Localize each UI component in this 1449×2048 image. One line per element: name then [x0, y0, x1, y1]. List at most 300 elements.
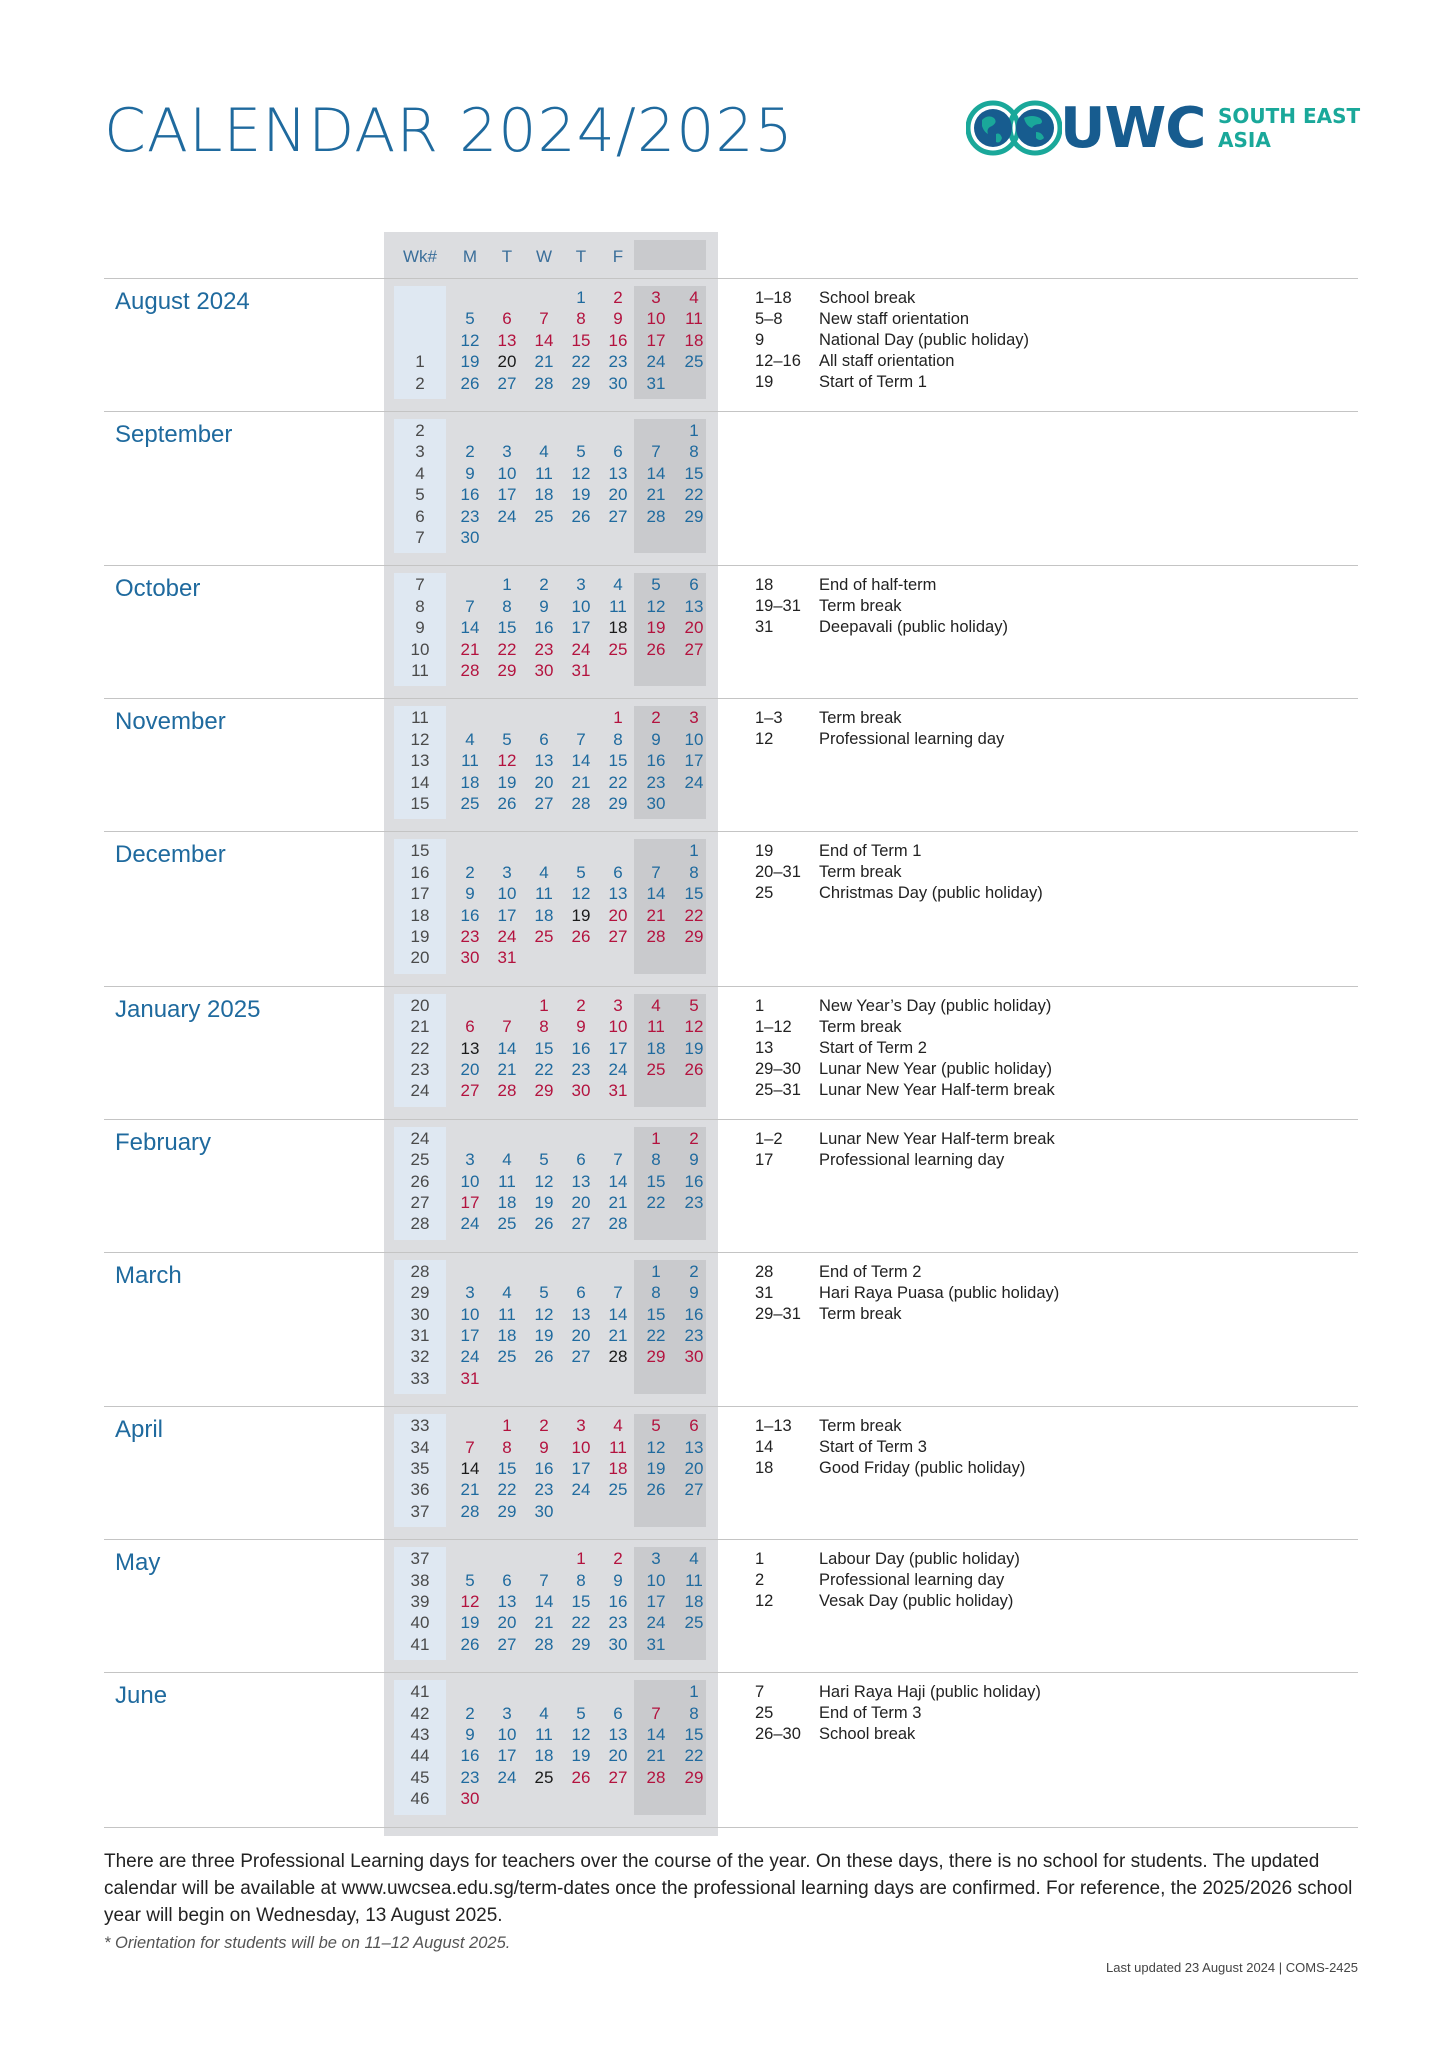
calendar-day: 4: [613, 1416, 623, 1436]
event-item: [755, 1458, 1025, 1479]
calendar-day: 30: [608, 1634, 628, 1654]
calendar-day: 21: [646, 905, 666, 925]
calendar-day: 23: [684, 1193, 704, 1212]
calendar-day: 1: [689, 841, 699, 861]
week-row: [0, 288, 760, 309]
event-date: 25–31: [755, 1080, 801, 1099]
calendar-day: 16: [460, 905, 480, 925]
calendar-day: 29: [497, 1501, 517, 1521]
calendar-day: 21: [646, 1746, 666, 1766]
event-date: 1–12: [755, 1017, 792, 1036]
calendar-day: 12: [571, 884, 591, 904]
event-date: 13: [755, 1038, 774, 1057]
week-row: [0, 1613, 760, 1634]
calendar-day: 26: [646, 639, 666, 659]
week-row: [0, 1283, 760, 1304]
calendar-day: 30: [460, 528, 480, 547]
event-item: [755, 330, 1029, 351]
week-row: [0, 1592, 760, 1613]
week-number: 37: [410, 1501, 430, 1521]
calendar-day: 15: [684, 884, 704, 904]
calendar-day: 10: [460, 1304, 480, 1324]
calendar-day: 23: [684, 1326, 704, 1345]
event-item: [755, 708, 1004, 729]
calendar-day: 27: [684, 639, 704, 659]
week-number: 7: [415, 575, 425, 595]
calendar-day: 29: [497, 661, 517, 680]
event-date: 12: [755, 1592, 774, 1611]
calendar-day: 3: [465, 1283, 475, 1303]
calendar-day: 22: [684, 1746, 704, 1766]
calendar-day: 11: [535, 463, 553, 483]
calendar-day: 24: [646, 352, 666, 372]
calendar-day: 11: [609, 596, 627, 616]
calendar-day: 5: [689, 995, 699, 1015]
month-divider: [104, 1119, 1358, 1120]
calendar-day: 8: [689, 1703, 699, 1723]
calendar-day: 2: [689, 1261, 699, 1281]
calendar-day: 1: [576, 288, 586, 307]
event-text: New Year’s Day (public holiday): [819, 996, 1052, 1015]
month-divider: [104, 831, 1358, 832]
month-divider: [104, 1252, 1358, 1253]
calendar-day: 3: [502, 442, 512, 462]
calendar-day: 20: [571, 1326, 591, 1345]
calendar-day: 26: [646, 1480, 666, 1500]
event-text: All staff orientation: [819, 352, 955, 370]
calendar-day: 4: [689, 288, 699, 307]
event-date: 28: [755, 1262, 774, 1281]
calendar-day: 28: [608, 1214, 628, 1234]
calendar-day: 1: [613, 708, 623, 728]
event-date: 9: [755, 331, 765, 349]
event-text: Vesak Day (public holiday): [819, 1592, 1014, 1611]
event-date: 31: [755, 1283, 774, 1302]
calendar-day: 7: [465, 596, 475, 616]
week-number: 19: [410, 927, 430, 946]
weekend-column-shade: [634, 240, 706, 270]
calendar-day: 6: [689, 575, 699, 595]
event-item: [755, 1038, 1055, 1059]
event-text: Term break: [819, 1417, 902, 1436]
week-row: [0, 1571, 760, 1592]
calendar-day: 7: [651, 862, 661, 882]
week-row: [0, 1746, 760, 1767]
calendar-day: 31: [646, 1634, 666, 1654]
calendar-day: 25: [497, 1347, 517, 1367]
calendar-day: 9: [613, 309, 623, 329]
week-row: [0, 309, 760, 330]
week-number: 2: [415, 373, 425, 393]
week-row: [0, 1369, 760, 1390]
month-name: August 2024: [115, 288, 250, 315]
event-text: Professional learning day: [819, 1571, 1005, 1590]
calendar-day: 24: [497, 1767, 517, 1787]
calendar-day: 4: [539, 1703, 549, 1723]
week-number: 20: [410, 995, 430, 1015]
calendar-day: 13: [684, 1437, 704, 1457]
calendar-day: 23: [460, 506, 480, 526]
calendar-day: 30: [684, 1347, 704, 1367]
calendar-day: 12: [571, 463, 591, 483]
calendar-day: 23: [460, 1767, 480, 1787]
calendar-day: 23: [571, 1060, 591, 1079]
calendar-day: 6: [613, 442, 623, 462]
event-date: 29–31: [755, 1304, 801, 1323]
event-text: Lunar New Year Half-term break: [819, 1129, 1055, 1148]
week-row: [0, 708, 760, 729]
calendar-day: 13: [571, 1171, 591, 1191]
calendar-day: 14: [534, 330, 554, 350]
week-row: [0, 597, 760, 618]
week-row: [0, 528, 760, 549]
calendar-day: 9: [689, 1150, 699, 1170]
calendar-day: 6: [576, 1150, 586, 1170]
calendar-day: 26: [497, 794, 517, 813]
event-date: 17: [755, 1150, 774, 1169]
calendar-day: 28: [571, 794, 591, 813]
calendar-day: 27: [571, 1347, 591, 1367]
event-text: School break: [819, 289, 916, 307]
calendar-day: 25: [608, 1480, 628, 1500]
week-row: [0, 1480, 760, 1501]
week-number: 15: [410, 841, 430, 861]
month-events: [755, 1262, 1059, 1325]
calendar-day: 15: [646, 1304, 666, 1324]
week-row: [0, 464, 760, 485]
calendar-day: 14: [608, 1304, 628, 1324]
event-date: 7: [755, 1683, 765, 1702]
week-row: [0, 1416, 760, 1437]
week-number: 39: [410, 1592, 430, 1611]
weekday-header: W: [535, 247, 553, 266]
week-row: [0, 906, 760, 927]
calendar-day: 28: [534, 1634, 554, 1654]
week-number: 46: [410, 1789, 430, 1809]
calendar-day: 29: [571, 373, 591, 393]
calendar-day: 1: [651, 1261, 661, 1281]
calendar-day: 25: [497, 1214, 517, 1234]
month-events: [755, 708, 1004, 750]
calendar-day: 2: [539, 1416, 549, 1436]
week-number: 15: [410, 794, 430, 813]
event-text: Term break: [819, 863, 902, 882]
calendar-day: 13: [608, 884, 628, 904]
event-item: [755, 1150, 1055, 1171]
calendar-day: 13: [497, 330, 517, 350]
event-text: End of Term 2: [819, 1262, 922, 1281]
week-number: 9: [415, 618, 425, 638]
week-number: 5: [415, 485, 425, 505]
week-row: [0, 730, 760, 751]
week-number: 31: [410, 1326, 430, 1345]
week-number: 35: [410, 1459, 430, 1478]
calendar-day: 18: [534, 1746, 554, 1766]
week-number: 38: [410, 1570, 430, 1590]
calendar-day: 4: [502, 1150, 512, 1170]
footer-note: There are three Professional Learning days for teachers over the course of the year. On these days, there is no school for students. The updated calendar will be available at www.uwcsea.edu.sg/term-dates once the professional learning days are confirmed. For reference, the 2025/2026 school year will begin on Wednesday, 13 August 2025.: [104, 1851, 1353, 1926]
week-number: 17: [410, 884, 430, 904]
calendar-day: 19: [646, 618, 666, 638]
calendar-day: 28: [646, 927, 666, 946]
week-row: [0, 507, 760, 528]
week-row: [0, 927, 760, 948]
calendar-day: 8: [689, 862, 699, 882]
calendar-day: 20: [534, 772, 554, 792]
calendar-day: 15: [608, 751, 628, 771]
week-number: 11: [411, 661, 429, 680]
calendar-day: 24: [684, 772, 704, 792]
calendar-day: 27: [460, 1081, 480, 1101]
calendar-day: 30: [460, 1789, 480, 1809]
month-name: May: [115, 1549, 161, 1577]
event-item: [755, 617, 1008, 638]
calendar-day: 8: [689, 442, 699, 462]
event-item: [755, 1017, 1055, 1038]
week-row: [0, 996, 760, 1017]
calendar-day: 10: [460, 1171, 480, 1191]
week-number: 24: [410, 1128, 430, 1148]
event-text: Deepavali (public holiday): [819, 618, 1008, 637]
event-text: Good Friday (public holiday): [819, 1459, 1026, 1478]
calendar-day: 1: [689, 421, 699, 440]
event-date: 1–2: [755, 1129, 783, 1148]
calendar-day: 8: [651, 1150, 661, 1170]
event-date: 1: [755, 996, 765, 1015]
calendar-day: 19: [684, 1038, 704, 1058]
calendar-day: 27: [684, 1480, 704, 1500]
week-number: 29: [410, 1283, 430, 1303]
calendar-day: 24: [608, 1060, 628, 1079]
event-text: End of half-term: [819, 576, 937, 595]
event-text: Start of Term 2: [819, 1038, 927, 1057]
week-number: 41: [410, 1682, 430, 1702]
month-name: January 2025: [115, 995, 261, 1023]
week-number: 27: [410, 1193, 430, 1212]
footnote: * Orientation for students will be on 11–12 August 2025.: [104, 1934, 511, 1952]
logo-wordmark: UWC: [1060, 96, 1206, 161]
calendar-day: 28: [497, 1081, 517, 1101]
calendar-day: 29: [534, 1081, 554, 1101]
calendar-day: 11: [535, 884, 553, 904]
calendar-day: 15: [684, 463, 704, 483]
calendar-day: 18: [608, 618, 628, 638]
week-row: [0, 841, 760, 862]
month-divider: [104, 565, 1358, 566]
calendar-day: 24: [497, 927, 517, 946]
week-number: 4: [415, 463, 425, 483]
event-text: Professional learning day: [819, 730, 1005, 749]
calendar-day: 16: [646, 751, 666, 771]
calendar-day: 17: [646, 1592, 666, 1611]
calendar-day: 9: [689, 1283, 699, 1303]
calendar-day: 6: [502, 1570, 512, 1590]
calendar-day: 2: [465, 1703, 475, 1723]
week-number: 44: [410, 1746, 430, 1766]
month-name: February: [115, 1128, 212, 1156]
calendar-day: 12: [497, 751, 517, 771]
week-row: [0, 948, 760, 969]
calendar-day: 12: [646, 596, 666, 616]
calendar-day: 12: [646, 1437, 666, 1457]
calendar-day: 21: [497, 1060, 517, 1079]
calendar-day: 2: [613, 288, 623, 307]
calendar-day: 31: [571, 661, 591, 680]
event-item: [755, 575, 1008, 596]
calendar-day: 28: [460, 661, 480, 680]
week-number: 23: [410, 1060, 430, 1079]
calendar-day: 3: [613, 995, 623, 1015]
calendar-day: 9: [539, 596, 549, 616]
month-divider: [104, 1672, 1358, 1673]
event-date: 2: [755, 1571, 765, 1590]
week-row: [0, 773, 760, 794]
calendar-day: 22: [646, 1326, 666, 1345]
calendar-day: 21: [608, 1193, 628, 1212]
calendar-day: 14: [534, 1592, 554, 1611]
month-divider: [104, 1539, 1358, 1540]
calendar-day: 17: [646, 330, 666, 350]
week-row: [0, 1682, 760, 1703]
calendar-day: 25: [534, 506, 554, 526]
calendar-day: 28: [534, 373, 554, 393]
calendar-day: 5: [502, 729, 512, 749]
event-text: National Day (public holiday): [819, 331, 1030, 349]
calendar-day: 20: [497, 1613, 517, 1633]
calendar-day: 22: [534, 1060, 554, 1079]
week-row: [0, 884, 760, 905]
calendar-day: 14: [497, 1038, 517, 1058]
calendar-day: 20: [684, 1459, 704, 1478]
calendar-day: 31: [460, 1368, 480, 1388]
week-row: [0, 331, 760, 352]
calendar-day: 15: [571, 330, 591, 350]
month-name: October: [115, 575, 201, 603]
calendar-day: 7: [576, 729, 586, 749]
calendar-day: 18: [497, 1193, 517, 1212]
calendar-day: 3: [576, 1416, 586, 1436]
event-item: [755, 1703, 1041, 1724]
calendar-day: 27: [571, 1214, 591, 1234]
week-number: 10: [410, 639, 430, 659]
calendar-day: 13: [608, 1725, 628, 1744]
calendar-day: 9: [576, 1017, 586, 1037]
calendar-day: 22: [684, 485, 704, 505]
event-item: [755, 1591, 1020, 1612]
calendar-day: 5: [465, 1570, 475, 1590]
calendar-day: 24: [571, 639, 591, 659]
week-number: 6: [415, 506, 425, 526]
calendar-day: 26: [571, 506, 591, 526]
calendar-day: 14: [571, 751, 591, 771]
calendar-day: 4: [651, 995, 661, 1015]
calendar-day: 24: [571, 1480, 591, 1500]
calendar-day: 9: [465, 463, 475, 483]
calendar-day: 3: [576, 575, 586, 595]
calendar-day: 12: [684, 1017, 704, 1037]
calendar-day: 8: [539, 1017, 549, 1037]
calendar-day: 18: [460, 772, 480, 792]
calendar-day: 17: [684, 751, 704, 771]
week-number: 3: [415, 442, 425, 462]
week-number: 16: [410, 862, 430, 882]
calendar-day: 5: [539, 1283, 549, 1303]
event-item: [755, 1570, 1020, 1591]
week-number: 36: [410, 1480, 430, 1500]
week-row: [0, 352, 760, 373]
calendar-day: 30: [534, 1501, 554, 1521]
weekday-header: T: [575, 247, 587, 266]
week-row: [0, 1214, 760, 1235]
calendar-day: 1: [539, 995, 549, 1015]
calendar-day: 6: [576, 1283, 586, 1303]
calendar-day: 19: [571, 485, 591, 505]
calendar-day: 16: [460, 1746, 480, 1766]
week-row: [0, 661, 760, 682]
calendar-day: 31: [646, 373, 666, 393]
calendar-day: 2: [689, 1128, 699, 1148]
calendar-day: 23: [534, 639, 554, 659]
calendar-day: 11: [535, 1725, 553, 1744]
calendar-day: 14: [646, 1725, 666, 1744]
calendar-day: 7: [502, 1017, 512, 1037]
calendar-day: 19: [460, 1613, 480, 1633]
calendar-day: 11: [461, 751, 479, 771]
event-text: Start of Term 1: [819, 373, 927, 391]
last-updated: Last updated 23 August 2024 | COMS-2425: [1106, 1960, 1358, 1975]
calendar-day: 17: [460, 1326, 480, 1345]
calendar-day: 19: [460, 352, 480, 372]
calendar-day: 22: [497, 639, 517, 659]
event-item: [755, 372, 1029, 393]
event-date: 31: [755, 618, 774, 637]
calendar-day: 25: [608, 639, 628, 659]
calendar-day: 16: [571, 1038, 591, 1058]
week-row: [0, 1326, 760, 1347]
month-divider: [104, 1406, 1358, 1407]
calendar-day: 20: [608, 1746, 628, 1766]
event-text: Christmas Day (public holiday): [819, 884, 1043, 903]
calendar-day: 20: [571, 1193, 591, 1212]
week-number: 1: [415, 352, 425, 372]
calendar-day: 3: [689, 708, 699, 728]
event-date: 18: [755, 1459, 774, 1478]
calendar-day: 1: [576, 1549, 586, 1569]
calendar-day: 1: [651, 1128, 661, 1148]
calendar-day: 21: [571, 772, 591, 792]
calendar-day: 21: [608, 1326, 628, 1345]
calendar-day: 11: [685, 309, 703, 329]
calendar-day: 16: [534, 618, 554, 638]
event-item: [755, 729, 1004, 750]
weekday-header: T: [501, 247, 513, 266]
calendar-day: 29: [684, 1767, 704, 1787]
event-date: 20–31: [755, 863, 801, 882]
calendar-day: 16: [608, 330, 628, 350]
event-item: [755, 288, 1029, 309]
calendar-day: 31: [608, 1081, 628, 1101]
calendar-day: 24: [497, 506, 517, 526]
calendar-day: 9: [539, 1437, 549, 1457]
calendar-day: 25: [460, 794, 480, 813]
week-row: [0, 1262, 760, 1283]
calendar-day: 12: [534, 1171, 554, 1191]
week-number: 7: [415, 528, 425, 547]
calendar-day: 15: [497, 618, 517, 638]
calendar-day: 13: [534, 751, 554, 771]
calendar-day: 4: [539, 862, 549, 882]
calendar-day: 14: [460, 618, 480, 638]
